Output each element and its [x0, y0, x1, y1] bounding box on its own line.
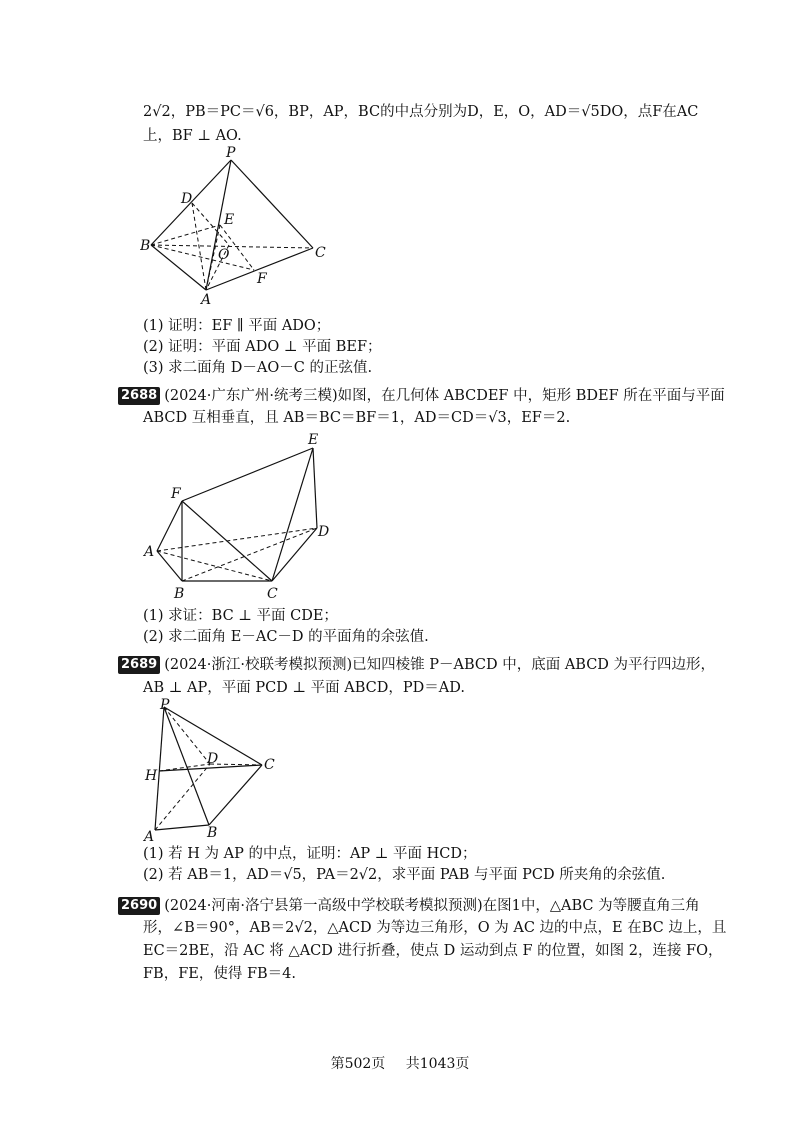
question-number-badge: 2688: [118, 387, 160, 405]
page-footer: [0, 1053, 800, 1073]
label-B: B: [140, 238, 151, 254]
question-item: (2) 求二面角 E－AC－D 的平面角的余弦值.: [143, 629, 429, 645]
figure-2-solid: [140, 428, 340, 603]
question-item: (1) 若 H 为 AP 的中点，证明：AP ⊥ 平面 HCD；: [143, 846, 477, 862]
figure-3-pyramid: [140, 697, 290, 842]
label-C: C: [267, 586, 278, 602]
label-P: P: [226, 145, 236, 161]
text-line: 2√2，PB＝PC＝√6，BP，AP，BC的中点分别为D，E，O，AD＝√5DO，点F在AC: [143, 104, 699, 120]
page-total: 共1043页: [405, 1056, 470, 1072]
question-text: (2024·浙江·校联考模拟预测)已知四棱锥 P－ABCD 中，底面 ABCD 为平行四边形，: [164, 657, 716, 673]
question-item: (1) 证明：EF ∥ 平面 ADO；: [143, 318, 331, 334]
text-line: FB，FE，使得 FB＝4.: [143, 966, 297, 982]
label-C: C: [315, 245, 326, 261]
label-F: F: [257, 271, 267, 287]
text-line: ABCD 互相垂直，且 AB＝BC＝BF＝1，AD＝CD＝√3，EF＝2.: [143, 410, 571, 426]
text-line: 形，∠B＝90°，AB＝2√2，△ACD 为等边三角形，O 为 AC 边的中点，E 在BC 边上，且: [143, 920, 727, 936]
label-D: D: [181, 191, 193, 207]
label-O: O: [218, 247, 230, 263]
question-number-badge: 2690: [118, 897, 160, 915]
question-text: (2024·河南·洛宁县第一高级中学校联考模拟预测)在图1中，△ABC 为等腰直角三角: [164, 898, 700, 914]
label-E: E: [224, 212, 235, 228]
text-line: EC＝2BE，沿 AC 将 △ACD 进行折叠，使点 D 运动到点 F 的位置，如图 2，连接 FO，: [143, 943, 723, 959]
question-2689-header: [118, 655, 715, 675]
label-F: F: [171, 486, 181, 502]
question-number-badge: 2689: [118, 656, 160, 674]
label-A: A: [201, 292, 212, 308]
question-item: (3) 求二面角 D－AO－C 的正弦值.: [143, 360, 373, 376]
question-item: (2) 证明：平面 ADO ⊥ 平面 BEF；: [143, 339, 382, 355]
label-B: B: [174, 586, 185, 602]
text-line: AB ⊥ AP，平面 PCD ⊥ 平面 ABCD，PD＝AD.: [143, 680, 465, 696]
label-P: P: [160, 697, 170, 713]
question-2690-header: [118, 896, 700, 916]
label-D: D: [318, 524, 330, 540]
label-B: B: [207, 825, 218, 841]
question-item: (2) 若 AB＝1，AD＝√5，PA＝2√2，求平面 PAB 与平面 PCD 所夹角的余弦值.: [143, 867, 666, 883]
label-E: E: [308, 432, 319, 448]
question-text: (2024·广东广州·统考三模)如图，在几何体 ABCDEF 中，矩形 BDEF 所在平面与平面: [164, 388, 725, 404]
question-2688-header: [118, 386, 725, 406]
figure-1-pyramid: [140, 145, 340, 310]
label-H: H: [145, 768, 158, 784]
label-A: A: [144, 544, 155, 560]
page-number: 第502页: [330, 1056, 386, 1072]
label-C: C: [264, 757, 275, 773]
question-item: (1) 求证：BC ⊥ 平面 CDE；: [143, 608, 338, 624]
label-D: D: [207, 751, 219, 767]
label-A: A: [144, 829, 155, 842]
text-line: 上，BF ⊥ AO.: [143, 128, 242, 144]
